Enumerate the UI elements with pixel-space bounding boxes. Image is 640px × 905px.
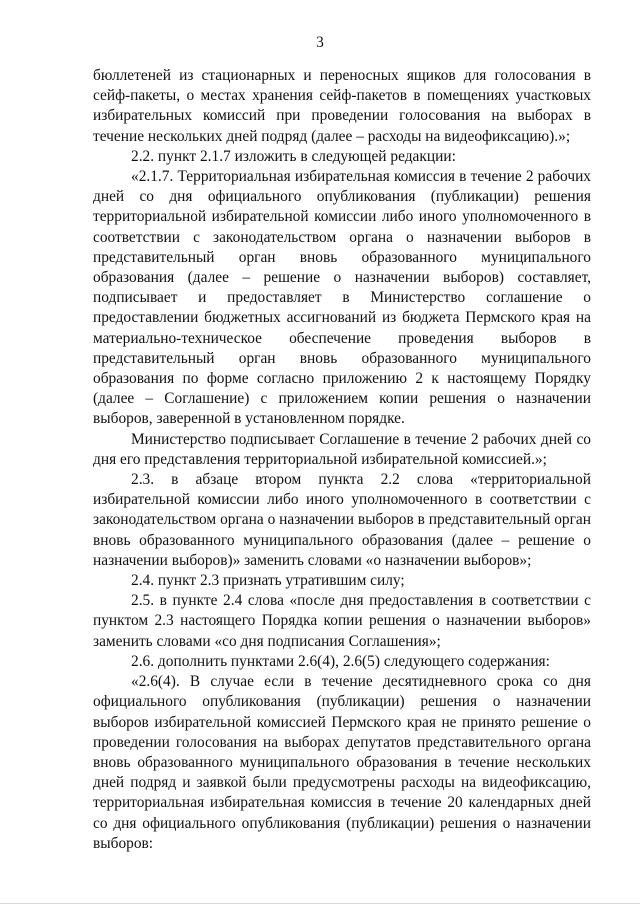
page-number: 3 — [316, 34, 324, 51]
paragraph-ministry-signs: Министерство подписывает Соглашение в течение 2 рабочих дней со дня его представления территориальной избирательной комиссией.»; — [93, 430, 591, 468]
paragraph-2-2: 2.2. пункт 2.1.7 изложить в следующей редакции: — [131, 147, 456, 165]
paragraph-2-6-4: «2.6(4). В случае если в течение десятидневного срока со дня официального опубликования (публикации) решения о назначении выборов избирательной комиссией Пермского края не принято решение о проведении голосования на выборах депутатов представительного органа вновь образованного муниципального образования в течение нескольких дней подряд и заявкой были предусмотрены расходы на видеофиксацию, территориальная избирательная комиссия в течение 20 календарных дней со дня официального опубликования (публикации) решения о назначении выборов: — [93, 673, 591, 852]
paragraph-2-4: 2.4. пункт 2.3 признать утратившим силу; — [131, 572, 405, 590]
document-body — [93, 66, 591, 854]
paragraph-2-6: 2.6. дополнить пунктами 2.6(4), 2.6(5) следующего содержания: — [131, 652, 550, 670]
paragraph-2-1-7: «2.1.7. Территориальная избирательная комиссия в течение 2 рабочих дней со дня официального опубликования (публикации) решения территориальной избирательной комиссии либо иного уполномоченного в соответствии с законодательством органа о назначении выборов в представительный орган вновь образованного муниципального образования (далее – решение о назначении выборов) составляет, подписывает и предоставляет в Министерство соглашение о предоставлении бюджетных ассигнований из бюджета Пермского края на материально-техническое обеспечение проведения выборов в представительный орган вновь образованного муниципального образования по форме согласно приложению 2 к настоящему Порядку (далее – Соглашение) с приложением копии решения о назначении выборов, заверенной в установленном порядке. — [93, 168, 591, 428]
paragraph-continuation: бюллетеней из стационарных и переносных ящиков для голосования в сейф-пакеты, о местах хранения сейф-пакетов в помещениях участковых избирательных комиссий при проведении голосования на выборах в течение нескольких дней подряд (далее – расходы на видеофиксацию).»; — [93, 67, 591, 145]
paragraph-2-5: 2.5. в пункте 2.4 слова «после дня предоставления в соответствии с пунктом 2.3 настоящего Порядка копии решения о назначении выборов» заменить словами «со дня подписания Соглашения»; — [93, 592, 591, 650]
bottom-edge-line — [0, 903, 640, 904]
paragraph-2-3: 2.3. в абзаце втором пункта 2.2 слова «территориальной избирательной комиссии либо иного уполномоченного в соответствии с законодательством органа о назначении выборов в представительный орган вновь образованного муниципального образования (далее – решение о назначении выборов)» заменить словами «о назначении выборов»; — [93, 471, 591, 569]
